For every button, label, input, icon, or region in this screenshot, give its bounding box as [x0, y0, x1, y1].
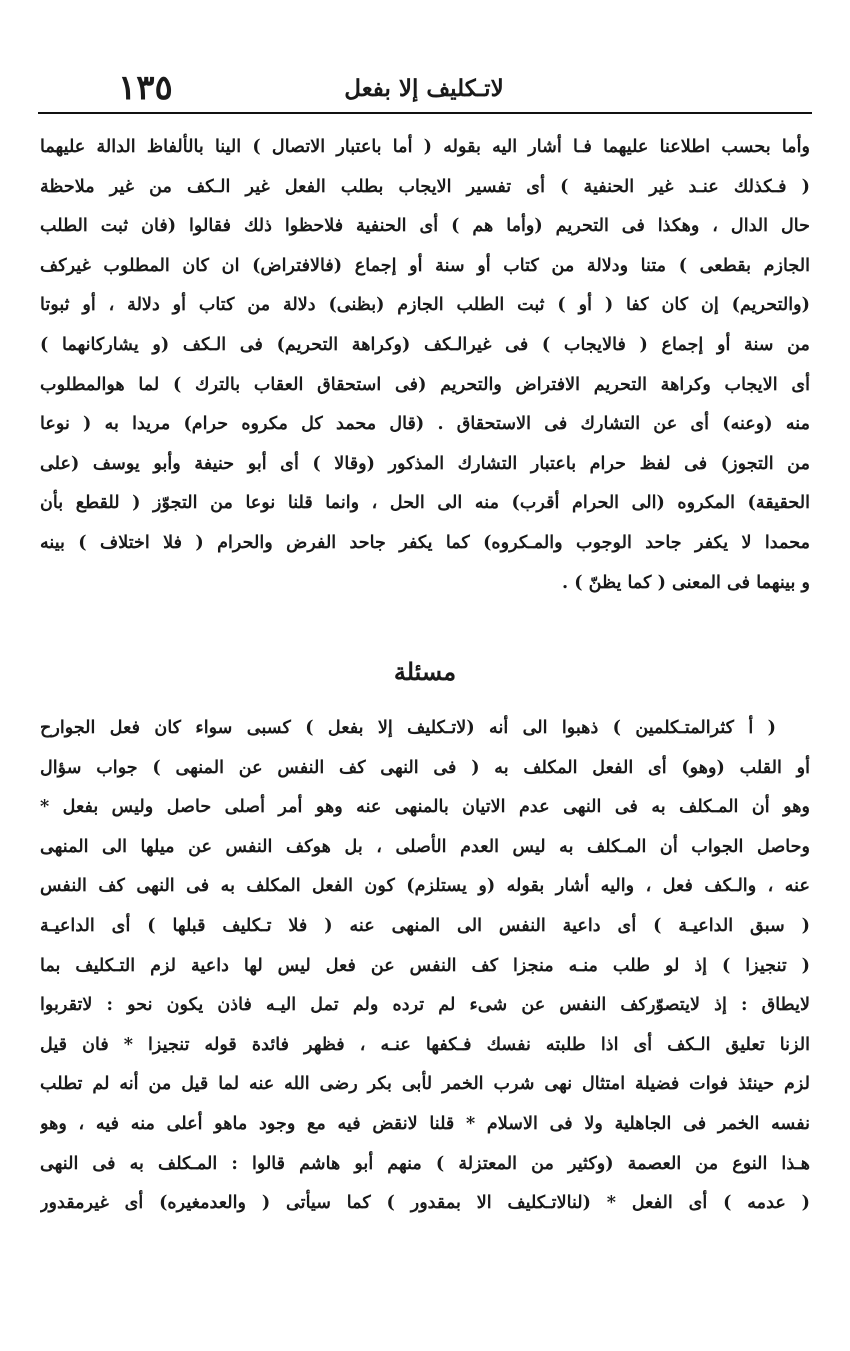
running-title: لاتـكليف إلا بفعل [344, 75, 504, 102]
text-line: حال الدال ، وهكذا فى التحريم (وأما هم ) أى الحنفية فلاحظوا ذلك فقالوا (فان ثبت الطلب [40, 215, 810, 237]
text-line: أو القلب (وهو) أى الفعل المكلف به ( فى النهى كف النفس عن المنهى ) جواب سؤال [40, 756, 810, 778]
text-line: الزنا تعليق الـكف أى اذا طلبته نفسك فـكفها عنـه ، فظهر فائدة قوله تنجيزا * فان قيل [40, 1033, 810, 1055]
text-line: (والتحريم) إن كان كفا ( أو ) ثبت الطلب الجازم (بظنى) دلالة من كتاب أو دلالة ، أو ثبوتا [40, 294, 810, 316]
text-line: لايطاق : إذ لايتصوّركف النفس عن شىء لم ترده ولم تمل اليـه فاذن يكون نحو : لاتقربوا [40, 994, 810, 1016]
section-heading: مسئلة [393, 657, 457, 686]
text-line: نفسه الخمر فى الجاهلية ولا فى الاسلام * قلنا لانقض فيه مع وجود ماهو أعلى منه فيه ، وهو [40, 1112, 810, 1134]
text-line: وهو أن المـكلف به فى النهى عدم الاتيان بالمنهى عنه وهو أمر أصلى حاصل وليس بفعل * [40, 796, 810, 818]
text-line: هـذا النوع من العصمة (وكثير من المعتزلة ) منهم أبو هاشم قالوا : المـكلف به فى النهى [40, 1152, 810, 1174]
paragraph-1 [40, 127, 810, 602]
header-divider [38, 112, 812, 114]
text-line: وحاصل الجواب أن المـكلف به ليس العدم الأصلى ، بل هوكف النفس عن ميلها الى المنهى [40, 835, 810, 857]
text-line: منه (وعنه) أى عن التشارك فى الاستحقاق . (قال محمد كل مكروه حرام) مريدا به ( نوعا [40, 413, 810, 435]
paragraph-2 [40, 708, 810, 1223]
text-line: ( أ كثرالمتـكلمين ) ذهبوا الى أنه (لاتـكليف إلا بفعل ) كسبى سواء كان فعل الجوارح [40, 717, 776, 738]
text-line: ( عدمه ) أى الفعل * (لنالاتـكليف الا بمقدور ) كما سيأتى ( والعدمغيره) أى غيرمقدور [40, 1192, 810, 1214]
page-number: ١٣٥ [118, 68, 173, 108]
text-line: لزم حينئذ فوات فضيلة امتثال نهى شرب الخمر لأبى بكر رضى الله عنه لما قيل من أنه لم تطلب [40, 1073, 810, 1095]
text-line: من سنة أو إجماع ( فالايجاب ) فى غيرالـكف (وكراهة التحريم) فى الـكف (و يشاركانهما ) [40, 333, 810, 355]
text-line: من التجوز) فى لفظ حرام باعتبار التشارك المذكور (وقالا ) أى أبو حنيفة وأبو يوسف (على [40, 452, 810, 474]
text-line: الحقيقة) المكروه (الى الحرام أقرب) منه الى الحل ، وانما قلنا نوعا من التجوّز ( للقطع بأن [40, 492, 810, 514]
text-line: وأما بحسب اطلاعنا عليهما فـا أشار اليه بقوله ( أما باعتبار الاتصال ) الينا بالألفاظ الدالة عليهما [40, 136, 810, 157]
text-line: الجازم بقطعى ) متنا ودلالة من كتاب أو سنة أو إجماع (فالافتراض) ان كان المطلوب غيركف [40, 254, 810, 276]
text-line: ( فـكذلك عنـد غير الحنفية ) أى تفسير الايجاب بطلب الفعل غير الـكف من غير ملاحظة [40, 175, 810, 197]
text-line: ( تنجيزا ) إذ لو طلب منـه منجزا كف النفس عن فعل ليس لها داعية لزم التـكليف بما [40, 954, 810, 976]
page-header [38, 68, 810, 112]
text-line: أى الايجاب وكراهة التحريم الافتراض والتحريم (فى استحقاق العقاب بالترك ) لما هوالمطلوب [40, 373, 810, 395]
text-line: محمدا لا يكفر جاحد الوجوب والمـكروه) كما يكفر جاحد الفرض والحرام ( فلا اختلاف ) بينه [40, 531, 810, 553]
text-line: عنه ، والـكف فعل ، واليه أشار بقوله (و يستلزم) كون الفعل المكلف به فى النهى كف النفس [40, 875, 810, 897]
text-line: ( سبق الداعيـة ) أى داعية النفس الى المنهى عنه ( فلا تـكليف قبلها ) أى الداعيـة [40, 914, 810, 936]
text-line: و بينهما فى المعنى ( كما يظنّ ) . [561, 571, 810, 593]
